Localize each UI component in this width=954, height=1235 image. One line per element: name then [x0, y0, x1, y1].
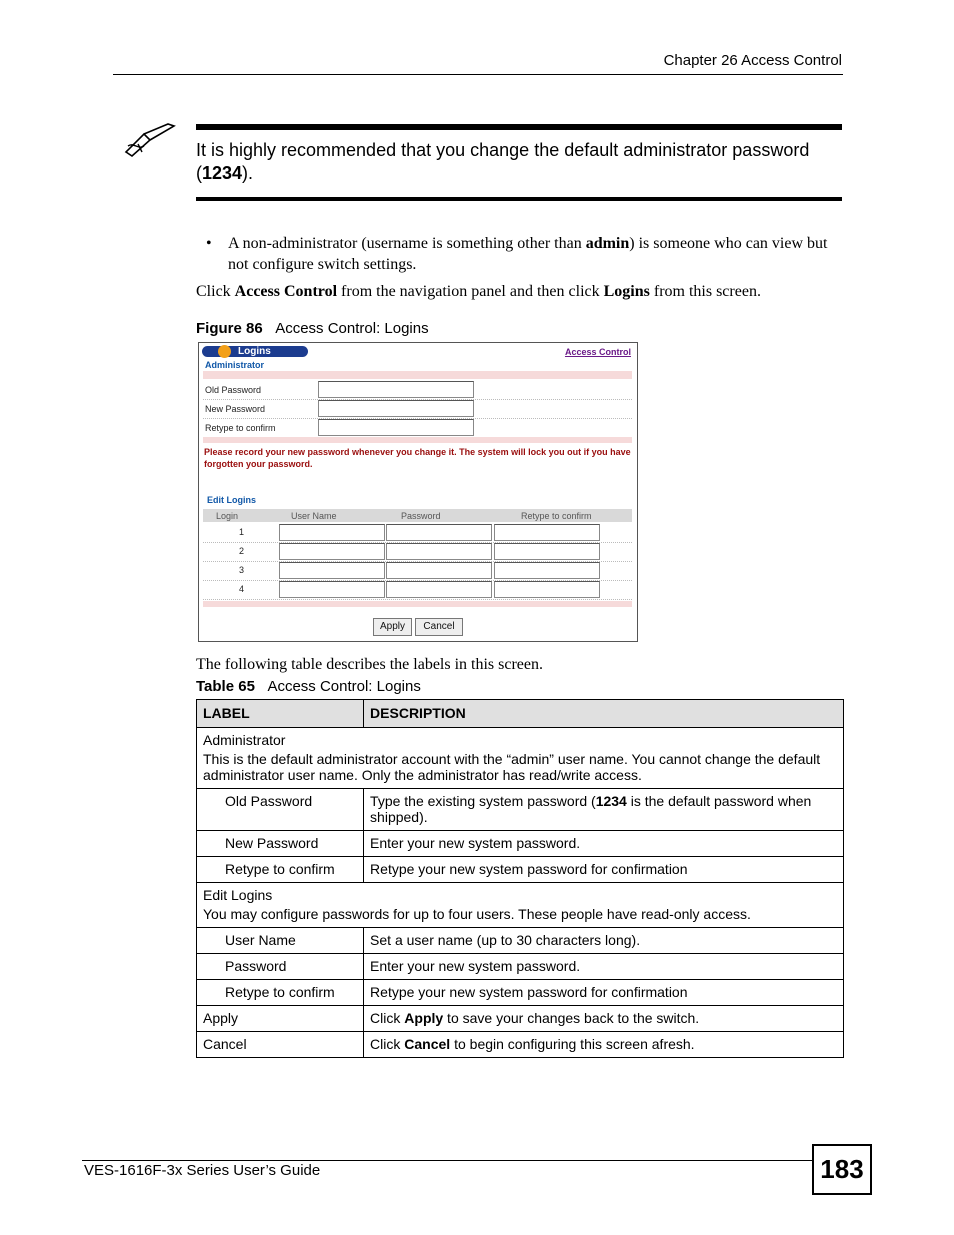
- table-caption: Table 65 Access Control: Logins: [196, 678, 421, 695]
- figure-caption: Figure 86 Access Control: Logins: [196, 320, 429, 337]
- table-row: Old Password Type the existing system password (1234 is the default password when shipped).: [197, 789, 844, 831]
- table-header-row: [197, 700, 844, 728]
- edit-logins-section-title: Edit Logins: [207, 495, 256, 505]
- page-number: 183: [812, 1144, 872, 1195]
- chapter-header: Chapter 26 Access Control: [663, 52, 842, 69]
- table-row: Edit Logins You may configure passwords for up to four users. These people have read-only access.: [197, 883, 844, 928]
- table-row: Apply Click Apply to save your changes back to the switch.: [197, 1006, 844, 1032]
- header-rule: [113, 74, 843, 75]
- table-row: Retype to confirm Retype your new system password for confirmation: [197, 980, 844, 1006]
- user-name-input[interactable]: [279, 524, 385, 541]
- logins-screenshot: [198, 342, 638, 642]
- bullet-item: • A non-administrator (username is something other than admin) is someone who can view but not configure switch settings.: [206, 235, 828, 273]
- retype-password-input[interactable]: [318, 419, 474, 436]
- table-row: Retype to confirm Retype your new system password for confirmation: [197, 857, 844, 883]
- apply-button[interactable]: Apply: [373, 618, 412, 636]
- note-box: [196, 124, 842, 201]
- retype-input[interactable]: [494, 562, 600, 579]
- pencil-note-icon: [124, 122, 176, 158]
- footer-rule: [82, 1160, 812, 1161]
- section-band: [203, 601, 632, 607]
- logins-bold: Logins: [603, 283, 650, 300]
- note-text-end: ).: [242, 163, 254, 183]
- old-password-input[interactable]: [318, 381, 474, 398]
- description-column-header: DESCRIPTION: [364, 700, 844, 728]
- lockout-warning: Please record your new password whenever you change it. The system will lock you out if you have forgotten your password.: [204, 447, 631, 469]
- section-band: [203, 437, 632, 443]
- description-table: [196, 699, 844, 1058]
- note-text: It is highly recommended that you change the default administrator password (: [196, 140, 810, 183]
- login-row: 4: [203, 580, 632, 600]
- user-name-input[interactable]: [279, 543, 385, 560]
- logins-tab[interactable]: Logins: [202, 346, 308, 357]
- user-name-input[interactable]: [279, 562, 385, 579]
- retype-input[interactable]: [494, 524, 600, 541]
- password-input[interactable]: [386, 543, 492, 560]
- new-password-input[interactable]: [318, 400, 474, 417]
- retype-input[interactable]: [494, 543, 600, 560]
- table-row: Cancel Click Cancel to begin configuring this screen afresh.: [197, 1032, 844, 1058]
- retype-password-row: Retype to confirm: [203, 419, 632, 438]
- label-column-header: LABEL: [197, 700, 364, 728]
- login-row: 2: [203, 542, 632, 562]
- instruction-paragraph: Click Access Control from the navigation panel and then click Logins from this screen.: [196, 283, 761, 300]
- table-row: Password Enter your new system password.: [197, 954, 844, 980]
- retype-input[interactable]: [494, 581, 600, 598]
- password-input[interactable]: [386, 524, 492, 541]
- password-input[interactable]: [386, 562, 492, 579]
- table-intro: The following table describes the labels in this screen.: [196, 656, 544, 673]
- table-row: User Name Set a user name (up to 30 characters long).: [197, 928, 844, 954]
- bullet-text: A non-administrator (username is something other than: [228, 235, 586, 252]
- bullet-text-end: ) is someone who can view but not configure switch settings.: [228, 235, 828, 273]
- guide-title: VES-1616F-3x Series User’s Guide: [84, 1162, 321, 1179]
- bullet-bold: admin: [585, 235, 630, 252]
- access-control-link[interactable]: Access Control: [564, 347, 631, 357]
- logins-grid-header: Login User Name Password Retype to confirm: [203, 509, 632, 522]
- section-band: [203, 371, 632, 379]
- new-password-row: New Password: [203, 400, 632, 419]
- old-password-row: Old Password: [203, 381, 632, 400]
- login-row: 1: [203, 523, 632, 543]
- access-control-bold: Access Control: [234, 283, 338, 300]
- table-row: New Password Enter your new system password.: [197, 831, 844, 857]
- tab-orb-icon: [218, 345, 231, 358]
- password-input[interactable]: [386, 581, 492, 598]
- table-row: Administrator This is the default administrator account with the “admin” user name. You cannot change the default administrator user name. Only the administrator has read/write access.: [197, 728, 844, 789]
- cancel-button[interactable]: Cancel: [415, 618, 463, 636]
- note-bold: 1234: [202, 163, 243, 183]
- login-row: 3: [203, 561, 632, 581]
- user-name-input[interactable]: [279, 581, 385, 598]
- administrator-section-title: Administrator: [205, 360, 265, 370]
